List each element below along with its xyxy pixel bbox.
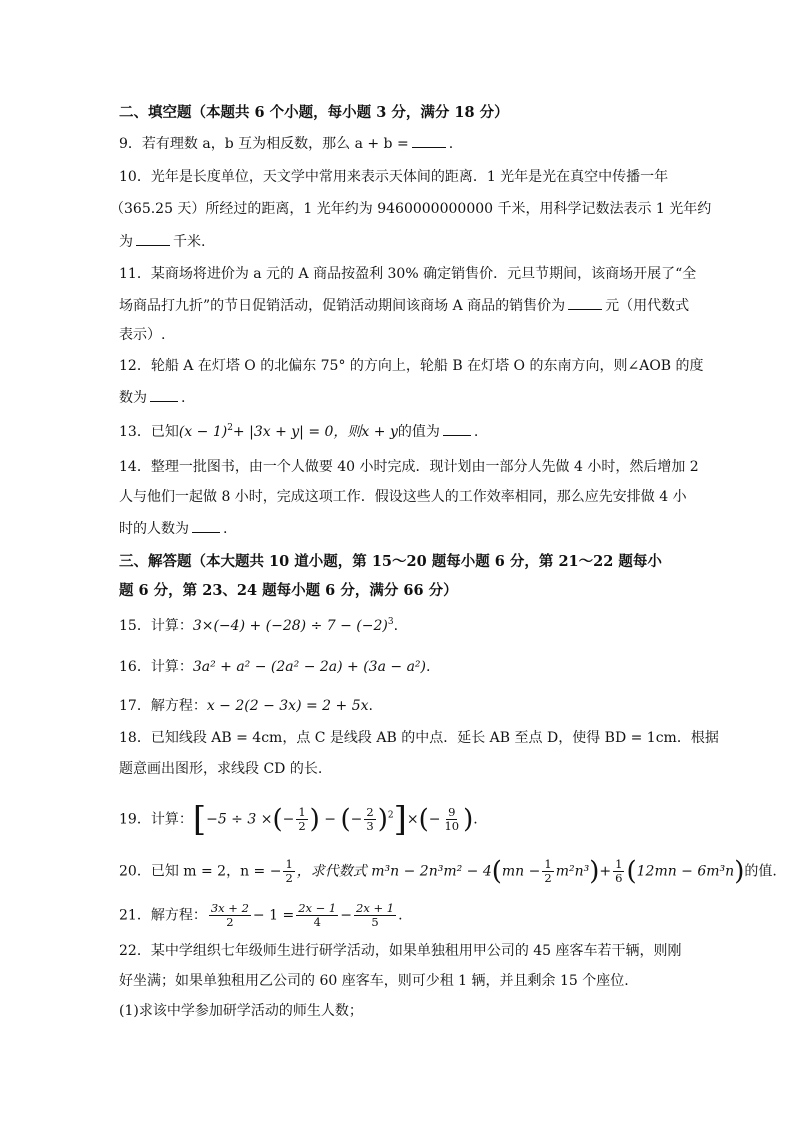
q9-answer-blank[interactable] xyxy=(412,133,446,148)
question-14-line-1: 14．整理一批图书，由一个人做要 40 小时完成．现计划由一部分人先做 4 小时，然后增加 2 xyxy=(119,459,699,475)
question-22-line-2: 好坐满；如果单独租用乙公司的 60 座客车，则可少租 1 辆，并且剩余 15 个座位. xyxy=(119,973,629,989)
section-3-heading-line-2: 题 6 分，第 23、24 题每小题 6 分，满分 66 分） xyxy=(119,582,458,599)
question-10-line-2: （365.25 天）所经过的距离，1 光年约为 9460000000000 千米，用科学记数法表示 1 光年约 xyxy=(110,201,712,217)
question-19: 19．计算：[−5 ÷ 3 ×(− $\frac{1}{2}$ ) − (− $\frac{2}{3}$ )$^2$]×(− $\frac{9}{10}$ ). xyxy=(119,799,478,840)
question-21: 21．解方程： $\frac{3x + 2}{2}$ − 1 = $\frac{2x - 1}{4}$ − $\frac{2x + 1}{5}$ . xyxy=(119,901,403,929)
question-17: 17．解方程：x − 2(2 − 3x) = 2 + 5x. xyxy=(119,698,373,714)
q13-answer-blank[interactable] xyxy=(443,421,471,436)
question-18-line-1: 18．已知线段 AB = 4cm，点 C 是线段 AB 的中点．延长 AB 至点 D，使得 BD = 1cm．根据 xyxy=(119,730,719,746)
question-10-line-1: 10．光年是长度单位，天文学中常用来表示天体间的距离．1 光年是光在真空中传播一年 xyxy=(119,169,669,185)
q12-answer-blank[interactable] xyxy=(150,387,178,402)
question-15: 15．计算：$3\times(-4) + (-28) \div 7 - (-2)^3$. xyxy=(119,617,399,634)
section-2-heading: 二、填空题（本题共 6 个小题，每小题 3 分，满分 18 分） xyxy=(119,104,509,121)
question-14-line-2: 人与他们一起做 8 小时，完成这项工作．假设这些人的工作效率相同，那么应先安排做 4 小 xyxy=(119,489,687,505)
q11-answer-blank[interactable] xyxy=(568,295,602,310)
q10-answer-blank[interactable] xyxy=(136,231,170,246)
question-11-line-2: 场商品打九折”的节日促销活动，促销活动期间该商场 A 商品的销售价为 元（用代数式 xyxy=(119,295,689,316)
question-20: 20．已知 m = 2，n = − $\frac{1}{2}$ ，求代数式 m³n − 2n³m² − 4(mn − $\frac{1}{2}$ m²n³)+ $\frac{1}{6}$ (12mn − 6m³n)的值. xyxy=(119,856,777,887)
question-11-line-1: 11．某商场将进价为 a 元的 A 商品按盈利 30% 确定销售价．元旦节期间，该商场开展了“全 xyxy=(119,266,697,282)
question-11-line-3: 表示）. xyxy=(119,327,166,343)
question-16: 16．计算：3a² + a² − (2a² − 2a) + (3a − a²). xyxy=(119,659,431,675)
q9-text: 9．若有理数 a，b 互为相反数，那么 a + b = xyxy=(119,136,409,152)
question-14-line-3: 时的人数为 . xyxy=(119,518,227,539)
question-22-line-1: 22．某中学组织七年级师生进行研学活动，如果单独租用甲公司的 45 座客车若干辆，则刚 xyxy=(119,943,682,959)
question-9: 9．若有理数 a，b 互为相反数，那么 a + b = . xyxy=(119,133,453,154)
question-12-line-1: 12．轮船 A 在灯塔 O 的北偏东 75° 的方向上，轮船 B 在灯塔 O 的东南方向，则∠AOB 的度 xyxy=(119,358,704,374)
question-13: 13．已知$(x - 1)^2+ |3x + y| = 0$，则x + y的值为 . xyxy=(119,423,479,440)
q14-answer-blank[interactable] xyxy=(192,518,220,533)
question-12-line-2: 数为 . xyxy=(119,387,185,408)
section-3-heading-line-1: 三、解答题（本大题共 10 道小题，第 15～20 题每小题 6 分，第 21～22 题每小 xyxy=(119,553,662,570)
question-10-line-3: 为 千米. xyxy=(119,231,205,252)
question-22-part-1: (1)求该中学参加研学活动的师生人数； xyxy=(119,1003,363,1019)
question-18-line-2: 题意画出图形，求线段 CD 的长. xyxy=(119,761,323,777)
